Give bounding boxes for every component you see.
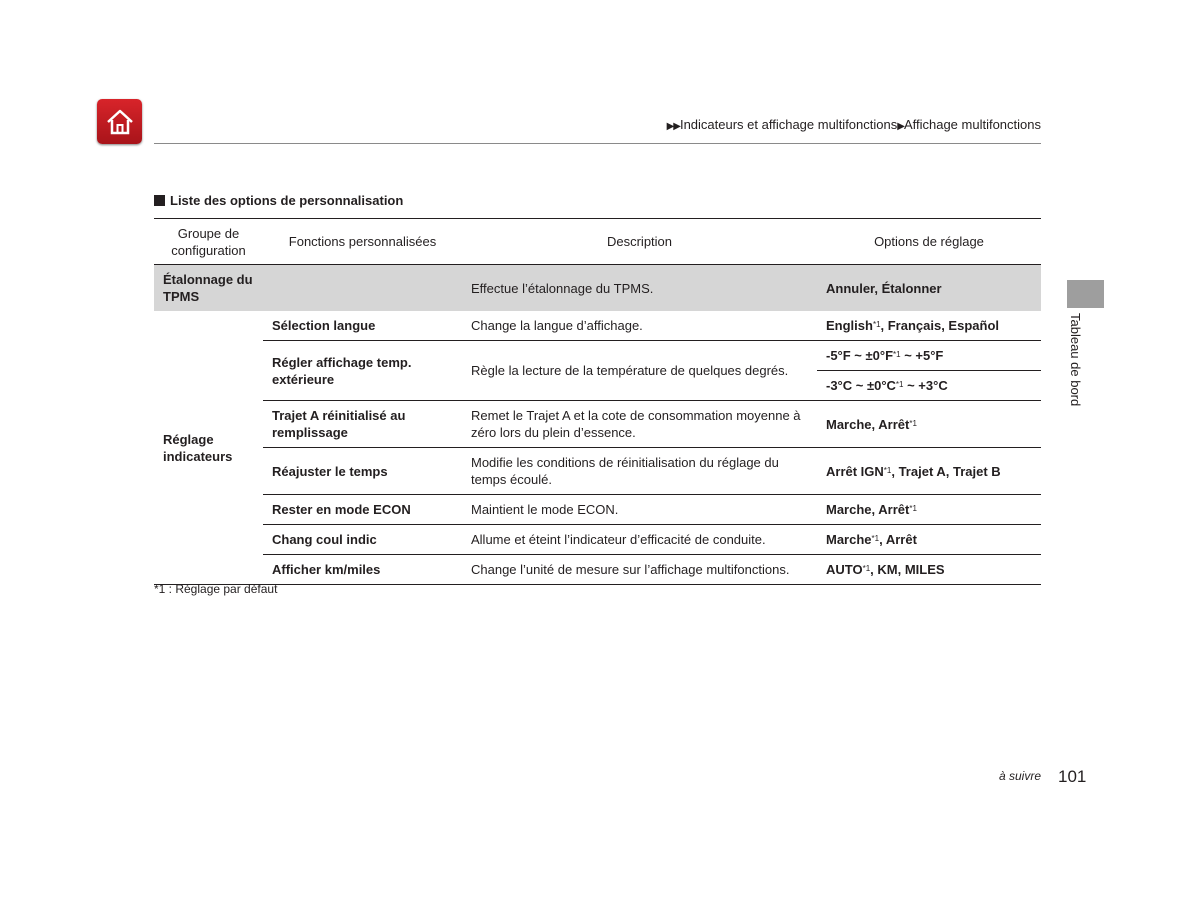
description-cell: Règle la lecture de la température de quelques degrés. xyxy=(462,341,817,401)
option-default: AUTO xyxy=(826,562,863,577)
group-name: Étalonnage du TPMS xyxy=(154,265,263,312)
home-icon xyxy=(105,107,135,137)
option-default: -3°C ~ ±0°C xyxy=(826,378,896,393)
table-row xyxy=(154,265,1041,312)
option-rest: ~ +5°F xyxy=(900,348,944,363)
breadcrumb-separator: ▶ xyxy=(897,121,904,132)
header-functions: Fonctions personnalisées xyxy=(263,219,462,265)
options-cell xyxy=(817,371,1041,401)
default-marker: *1 xyxy=(883,465,892,475)
function-name xyxy=(263,265,462,312)
section-title-text: Liste des options de personnalisation xyxy=(170,193,404,208)
options-cell: Annuler, Étalonner xyxy=(817,265,1041,312)
options-cell xyxy=(817,311,1041,341)
description-cell: Remet le Trajet A et la cote de consommation moyenne à zéro lors du plein d’essence. xyxy=(462,401,817,448)
description-cell: Change l’unité de mesure sur l’affichage multifonctions. xyxy=(462,555,817,585)
function-name: Sélection langue xyxy=(263,311,462,341)
option-default: -5°F ~ ±0°F xyxy=(826,348,894,363)
function-name: Réajuster le temps xyxy=(263,448,462,495)
default-marker: *1 xyxy=(862,564,871,573)
description-cell: Allume et éteint l’indicateur d’efficacité de conduite. xyxy=(462,525,817,555)
table-row xyxy=(154,495,1041,525)
home-button[interactable] xyxy=(97,99,142,144)
function-name: Chang coul indic xyxy=(263,525,462,555)
table-header-row xyxy=(154,219,1041,265)
table-row xyxy=(154,525,1041,555)
options-table xyxy=(154,218,1041,585)
option-rest: , Français, Español xyxy=(880,318,1000,333)
table-row xyxy=(154,341,1041,371)
option-rest: , KM, MILES xyxy=(870,562,945,577)
options-cell xyxy=(817,495,1041,525)
footnote: *1 : Réglage par défaut xyxy=(154,582,278,596)
default-marker: *1 xyxy=(893,350,901,359)
option-default: Marche xyxy=(826,532,872,547)
options-cell xyxy=(817,525,1041,555)
description-cell: Change la langue d’affichage. xyxy=(462,311,817,341)
function-name: Rester en mode ECON xyxy=(263,495,462,525)
default-marker: *1 xyxy=(895,380,904,389)
options-cell xyxy=(817,341,1041,371)
header-options: Options de réglage xyxy=(817,219,1041,265)
header-description: Description xyxy=(462,219,817,265)
table-row xyxy=(154,448,1041,495)
option-rest: ~ +3°C xyxy=(903,378,948,393)
square-bullet-icon xyxy=(154,195,165,206)
options-cell xyxy=(817,448,1041,495)
function-name: Afficher km/miles xyxy=(263,555,462,585)
side-section-tab[interactable] xyxy=(1067,280,1104,308)
table-row xyxy=(154,311,1041,341)
default-marker: *1 xyxy=(871,534,880,543)
option-default: English xyxy=(826,318,873,333)
breadcrumb-arrows: ▶▶ xyxy=(666,121,680,132)
options-cell xyxy=(817,401,1041,448)
function-name: Trajet A réinitialisé au remplissage xyxy=(263,401,462,448)
description-cell: Modifie les conditions de réinitialisation du réglage du temps écoulé. xyxy=(462,448,817,495)
option-rest: , Trajet A, Trajet B xyxy=(891,463,1001,479)
header-divider xyxy=(154,143,1041,144)
page-number: 101 xyxy=(1058,767,1087,786)
default-marker: *1 xyxy=(909,504,917,513)
breadcrumb-link-indicators[interactable]: Indicateurs et affichage multifonctions xyxy=(679,117,898,132)
description-cell: Maintient le mode ECON. xyxy=(462,495,817,525)
section-title xyxy=(154,193,403,208)
side-section-label: Tableau de bord xyxy=(1068,313,1083,407)
option-default: Marche, Arrêt xyxy=(826,502,910,517)
options-cell xyxy=(817,555,1041,585)
function-name: Régler affichage temp. extérieure xyxy=(263,341,462,401)
breadcrumb xyxy=(667,117,1041,132)
continue-label: à suivre xyxy=(999,769,1042,783)
option-rest: , Arrêt xyxy=(879,532,917,547)
table-row xyxy=(154,555,1041,585)
header-group: Groupe de configuration xyxy=(154,219,263,265)
description-cell: Effectue l’étalonnage du TPMS. xyxy=(462,265,817,312)
default-marker: *1 xyxy=(909,418,917,428)
table-row xyxy=(154,401,1041,448)
option-default: Marche, Arrêt xyxy=(826,416,910,432)
default-marker: *1 xyxy=(872,320,881,329)
option-default: Arrêt IGN xyxy=(826,463,884,479)
group-name: Réglage indicateurs xyxy=(154,311,263,585)
breadcrumb-current: Affichage multifonctions xyxy=(903,117,1041,132)
